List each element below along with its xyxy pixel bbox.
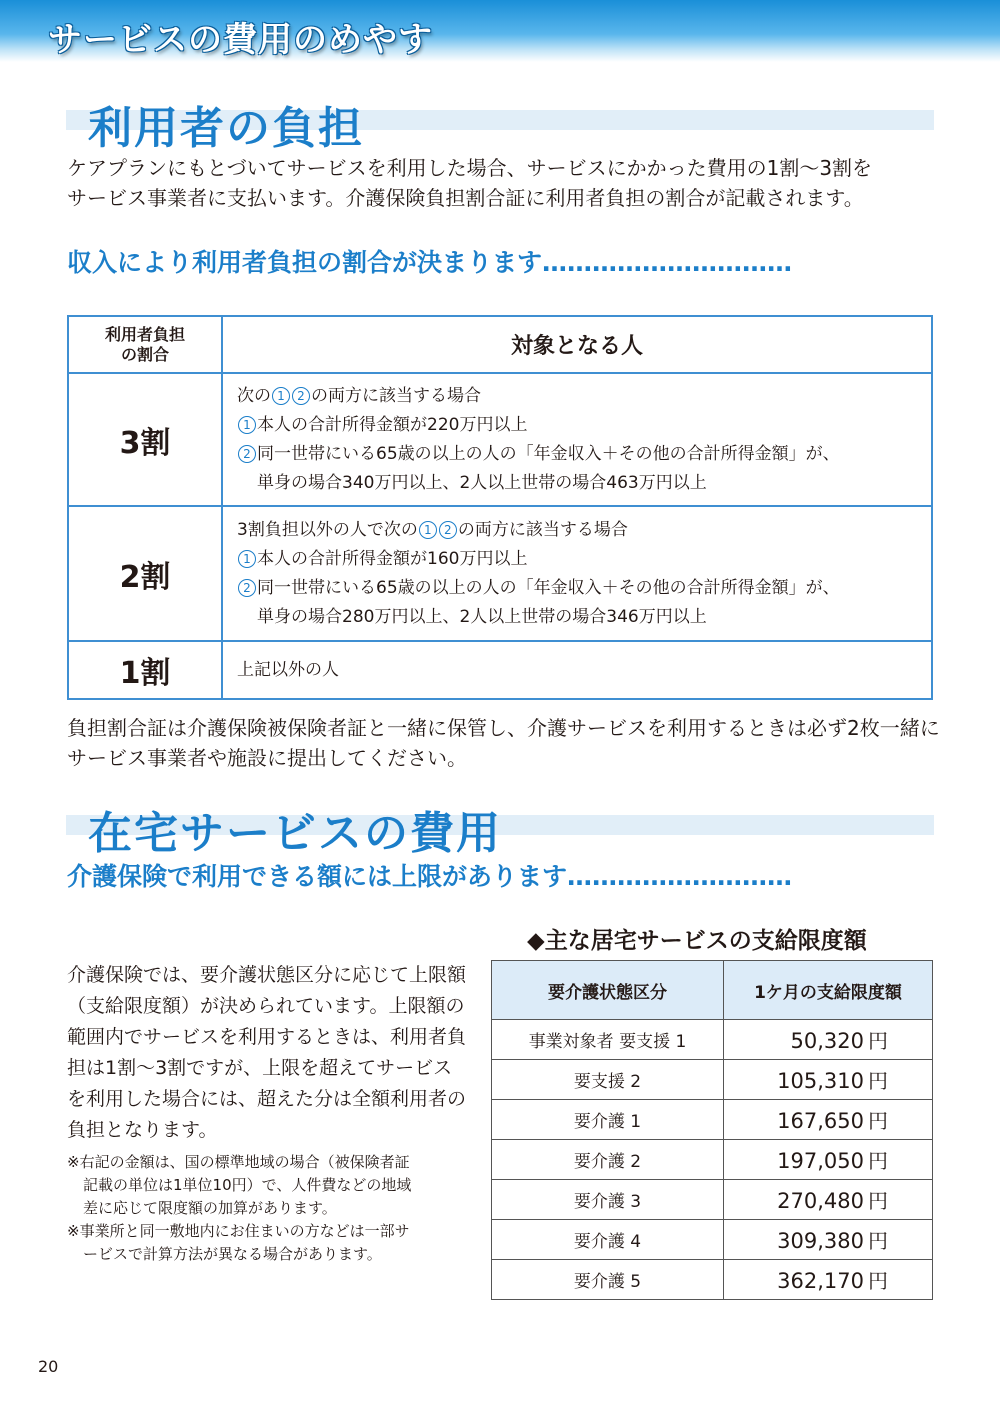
circled-number: 1 [272, 387, 290, 405]
page-header-title: サービスの費用のめやす [48, 20, 433, 60]
yen-unit: 円 [868, 1229, 888, 1253]
table-row [68, 506, 932, 641]
circled-number: 1 [238, 550, 256, 568]
header-rate-line: の割合 [120, 344, 169, 364]
amount-value: 197,050 [777, 1149, 864, 1173]
body-line: 範囲内でサービスを利用するときは、利用者負 [67, 1026, 467, 1048]
category-cell: 要介護 4 [492, 1220, 724, 1260]
amount-cell [724, 1220, 933, 1260]
category-cell: 要支援 2 [492, 1060, 724, 1100]
lead-text: 次の [237, 385, 271, 406]
section1-title: 利用者の負担 [88, 103, 364, 154]
subtitle-dots: ………………………… [542, 248, 793, 277]
target-cell: 上記以外の人 [222, 641, 932, 699]
yen-unit: 円 [868, 1069, 888, 1093]
intro-line: ケアプランにもとづいてサービスを利用した場合、サービスにかかった費用の1割〜3割を [67, 156, 873, 180]
condition-2-cont: 単身の場合340万円以上、2人以上世帯の場合463万円以上 [257, 472, 707, 493]
note-line: 差に応じて限度額の加算があります。 [83, 1199, 337, 1217]
amount-value: 270,480 [777, 1189, 864, 1213]
yen-unit: 円 [868, 1029, 888, 1053]
circled-number: 2 [238, 579, 256, 597]
note-line: ービスで計算方法が異なる場合があります。 [83, 1245, 382, 1263]
target-cell [222, 373, 932, 506]
table-row [492, 1100, 933, 1140]
yen-unit: 円 [868, 1269, 888, 1293]
table-header-row [68, 316, 932, 373]
circled-number: 1 [419, 521, 437, 539]
section2-notes [67, 1151, 411, 1266]
note-line: 記載の単位は1単位10円）で、人件費などの地域 [83, 1176, 412, 1194]
condition-2 [237, 440, 917, 469]
table-row [68, 641, 932, 699]
target-cell [222, 506, 932, 641]
header-rate-line: 利用者負担 [104, 324, 185, 344]
note-line: ※事業所と同一敷地内にお住まいの方などは一部サ [67, 1222, 410, 1240]
condition-text: 同一世帯にいる65歳の以上の人の「年金収入＋その他の合計所得金額」が、 [257, 443, 840, 464]
body-line: （支給限度額）が決められています。上限額の [67, 995, 465, 1017]
section2-subtitle [67, 857, 792, 893]
category-cell: 要介護 5 [492, 1260, 724, 1300]
circled-number: 2 [238, 445, 256, 463]
category-cell: 要介護 1 [492, 1100, 724, 1140]
section1-subtitle [67, 243, 792, 279]
section1-note [67, 713, 940, 773]
burden-rate-table [67, 315, 933, 700]
condition-text: 同一世帯にいる65歳の以上の人の「年金収入＋その他の合計所得金額」が、 [257, 577, 840, 598]
category-cell: 要介護 3 [492, 1180, 724, 1220]
amount-value: 50,320 [790, 1029, 864, 1053]
condition-1 [237, 411, 917, 440]
table-row [492, 1140, 933, 1180]
amount-cell [724, 1140, 933, 1180]
table-row [492, 1180, 933, 1220]
condition-text: 本人の合計所得金額が160万円以上 [257, 548, 528, 569]
category-cell: 事業対象者 要支援 1 [492, 1020, 724, 1060]
table-header-row [492, 961, 933, 1020]
header-category: 要介護状態区分 [492, 961, 724, 1020]
subtitle-text: 収入により利用者負担の割合が決まります [67, 248, 543, 277]
amount-cell [724, 1020, 933, 1060]
header-rate-cell [68, 316, 222, 373]
condition-1 [237, 545, 917, 574]
table-row [492, 1260, 933, 1300]
lead-line [237, 382, 917, 411]
lead-text: 3割負担以外の人で次の [237, 519, 418, 540]
limit-amount-table [491, 960, 933, 1300]
note-line: サービス事業者や施設に提出してください。 [67, 746, 467, 770]
yen-unit: 円 [868, 1109, 888, 1133]
table-row [492, 1020, 933, 1060]
header-target-cell: 対象となる人 [222, 316, 932, 373]
rate-cell: 2割 [68, 506, 222, 641]
amount-value: 309,380 [777, 1229, 864, 1253]
amount-cell [724, 1100, 933, 1140]
lead-line [237, 516, 917, 545]
table-row [68, 373, 932, 506]
circled-number: 2 [292, 387, 310, 405]
condition-text: 本人の合計所得金額が220万円以上 [257, 414, 528, 435]
table-row [492, 1220, 933, 1260]
note-line: 負担割合証は介護保険被保険者証と一緒に保管し、介護サービスを利用するときは必ず2枚一緒に [67, 716, 940, 740]
section1-intro [67, 153, 872, 213]
page-number: 20 [38, 1357, 59, 1376]
amount-value: 362,170 [777, 1269, 864, 1293]
header-amount: 1ケ月の支給限度額 [724, 961, 933, 1020]
amount-value: 105,310 [777, 1069, 864, 1093]
lead-text: の両方に該当する場合 [457, 519, 628, 540]
circled-number: 1 [238, 416, 256, 434]
lead-text: の両方に該当する場合 [311, 385, 481, 406]
limit-table-title: ◆主な居宅サービスの支給限度額 [527, 928, 867, 954]
subtitle-dots: ……………………… [567, 862, 793, 891]
section2-title: 在宅サービスの費用 [88, 808, 502, 859]
table-row [492, 1060, 933, 1100]
body-line: 負担となります。 [67, 1119, 218, 1141]
amount-cell [724, 1060, 933, 1100]
condition-2 [237, 574, 917, 603]
condition-2-cont: 単身の場合280万円以上、2人以上世帯の場合346万円以上 [257, 606, 707, 627]
subtitle-text: 介護保険で利用できる額には上限があります [67, 862, 568, 891]
yen-unit: 円 [868, 1189, 888, 1213]
circled-number: 2 [439, 521, 457, 539]
body-line: を利用した場合には、超えた分は全額利用者の [67, 1088, 467, 1110]
intro-line: サービス事業者に支払います。介護保険負担割合証に利用者負担の割合が記載されます。 [67, 186, 864, 210]
rate-cell: 1割 [68, 641, 222, 699]
amount-cell [724, 1180, 933, 1220]
rate-cell: 3割 [68, 373, 222, 506]
yen-unit: 円 [868, 1149, 888, 1173]
section2-body [67, 960, 466, 1146]
body-line: 介護保険では、要介護状態区分に応じて上限額 [67, 964, 467, 986]
note-line: ※右記の金額は、国の標準地域の場合（被保険者証 [67, 1153, 410, 1171]
amount-cell [724, 1260, 933, 1300]
body-line: 担は1割〜3割ですが、上限を超えてサービス [67, 1057, 453, 1079]
amount-value: 167,650 [777, 1109, 864, 1133]
category-cell: 要介護 2 [492, 1140, 724, 1180]
